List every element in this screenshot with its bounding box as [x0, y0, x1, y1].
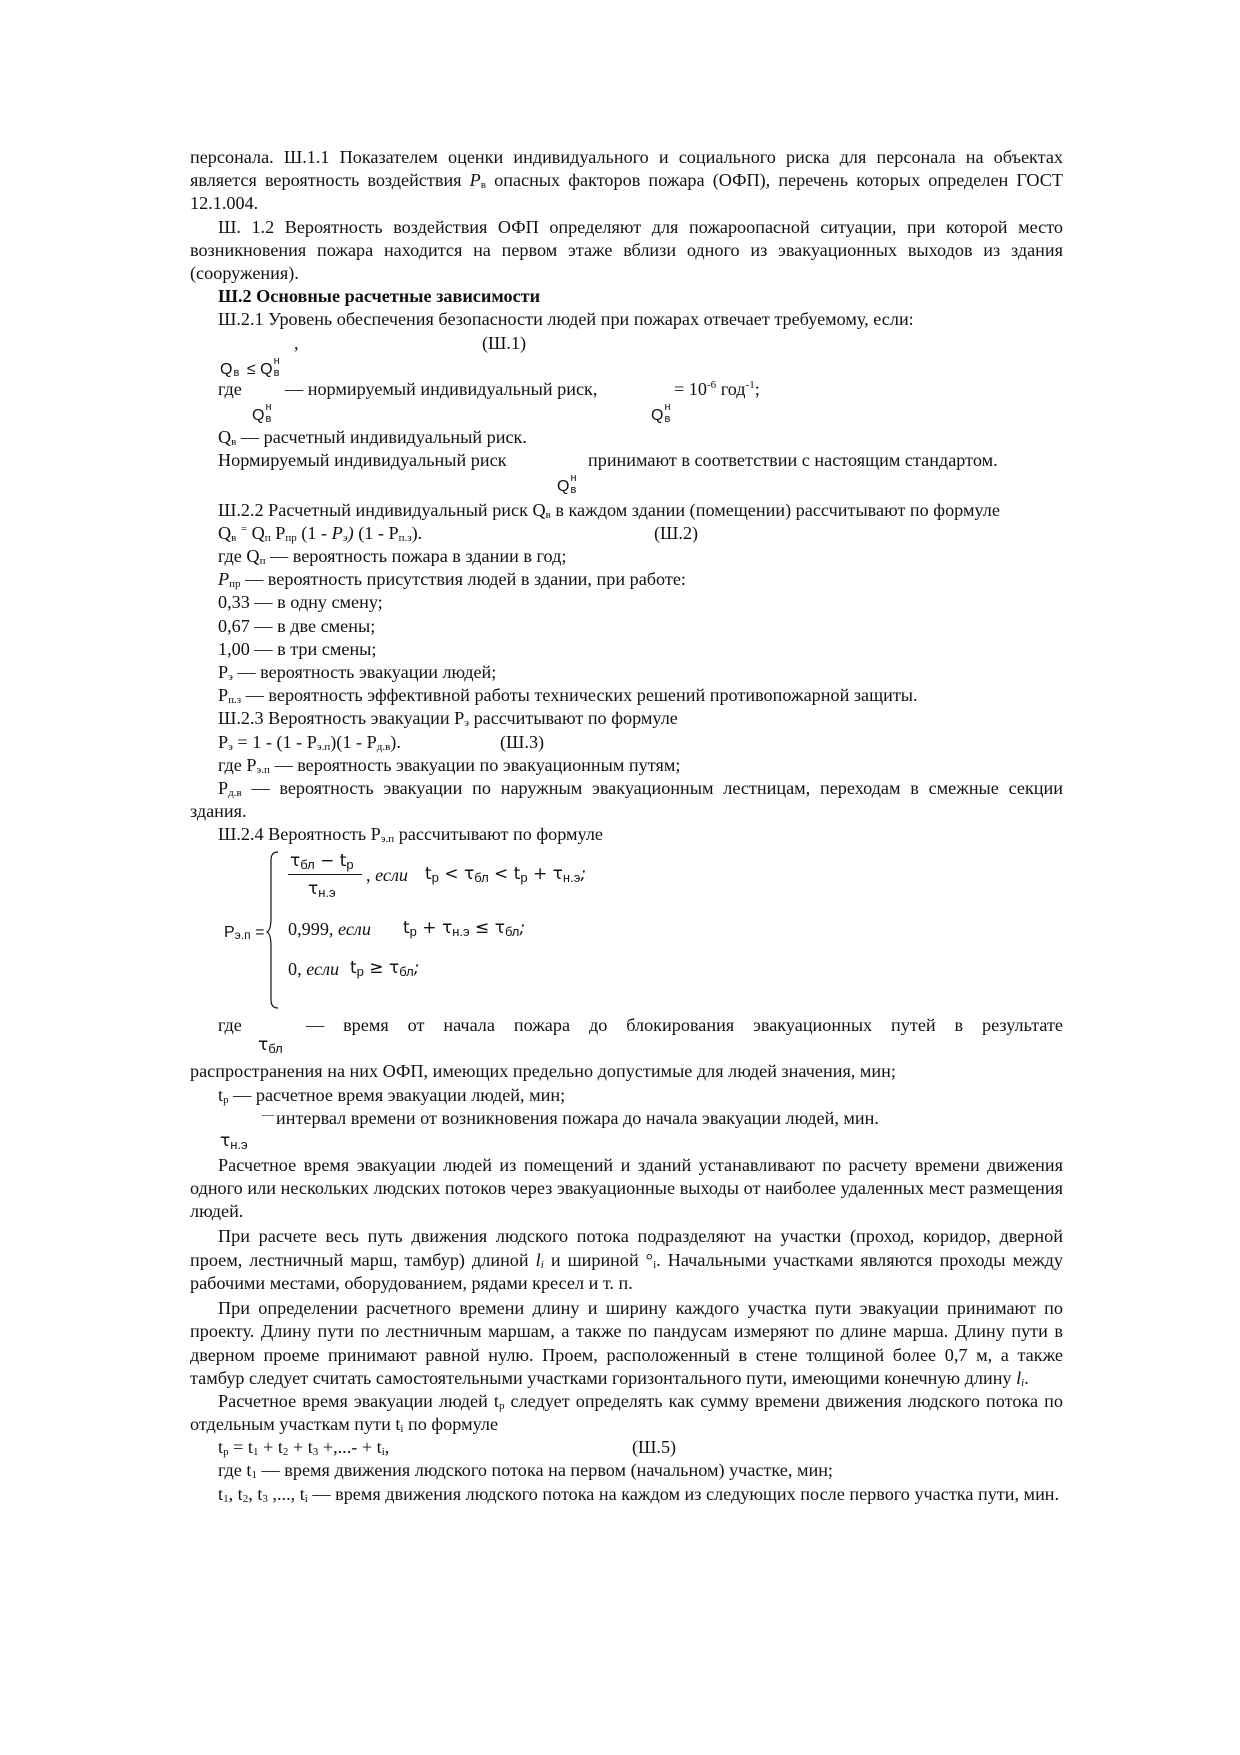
paragraph: Ш.2.3 Вероятность эвакуации $P_э$ рассчитывают по формуле	[218, 708, 678, 730]
paragraph: Ш.2.2 Расчетный индивидуальный риск $Q_в$ в каждом здании (помещении) рассчитывают по формуле	[218, 499, 1000, 521]
paragraph: При расчете весь путь движения людского потока подразделяют на участки (проход, коридор, дверной проем, лестничный марш, тамбур) длиной $l_i$ и шириной $^\circ_i$. Начальными участками являются проходы между рабочими местами, оборудованием, рядами кресел и т. п.	[190, 1226, 1064, 1293]
normative-risk-statement: Нормируемый индивидуальный риск принимают в соответствии с настоящим стандартом.	[218, 449, 998, 470]
paragraph: $t_1$, $t_2$, $t_3$ ,..., $t_i$ — время движения людского потока на каждом из следующих после первого участка пути, мин.	[218, 1483, 1060, 1505]
paragraph: Ш.2.1 Уровень обеспечения безопасности людей при пожарах отвечает требуемому, если:	[218, 309, 914, 330]
formula-sh3: $P_э = 1 - (1 - P_{э.п})(1 - P_{д.в})$. (Ш.3)	[218, 731, 545, 753]
formula-sh1: , (Ш.1)	[294, 332, 527, 353]
where-normative-risk: где — нормируемый индивидуальный риск, = $10^{-6}$ год$^{-1}$;	[218, 378, 760, 399]
normative-risk-symbol: Q н в	[557, 471, 577, 496]
formula-sh5: $t_р = t_1 + t_2 + t_3$ +,...- + $t_i$, (Ш.5)	[218, 1437, 677, 1459]
paragraph: $P_{п.з}$ — вероятность эффективной работы технических решений противопожарной защиты.	[218, 685, 918, 707]
paragraph: Расчетное время эвакуации людей из помещений и зданий устанавливают по расчету времени движения одного или нескольких людских потоков через эвакуационные выходы от наиболее удаленных мест размещения людей.	[190, 1154, 1063, 1222]
formula-sh1-expression: Q в ≤ Q н в	[220, 354, 280, 379]
formula-sh2: $Q_в$ = $Q_п$ $P_{пр}$ $(1 - P_э)$ $(1 - P_{п.з})$. (Ш.2)	[218, 523, 699, 545]
where-tau-ne: — интервал времени от возникновения пожара до начала эвакуации людей, мин.	[262, 1106, 879, 1128]
formula-sh4: $P_{э.п}$ = τбл − tр τн.э , если tр < τбл < tр + τн.э; 0,999, если tр + τн.э ≤ τбл; 0, если tр ≥ τбл;	[190, 846, 1063, 1014]
paragraph: $P_{д.в}$ — вероятность эвакуации по наружным эвакуационным лестницам, переходам в смежные секции здания.	[190, 777, 1064, 822]
paragraph: $t_р$ — расчетное время эвакуации людей, мин;	[218, 1084, 566, 1106]
where-normative-risk-symbols: Q н в Q н в	[252, 400, 671, 425]
list-item: 0,67 — в две смены;	[218, 615, 376, 636]
document-page	[190, 146, 1063, 1506]
paragraph: где $t_1$ — время движения людского потока на первом (начальном) участке, мин;	[218, 1460, 833, 1482]
where-tau-bl-symbol: τбл	[258, 1035, 283, 1057]
list-item: 1,00 — в три смены;	[218, 638, 377, 659]
paragraph: персонала. Ш.1.1 Показателем оценки индивидуального и социального риска для персонала на объектах является вероятность воздействия $P_в$ опасных факторов пожара (ОФП), перечень которых определен ГОСТ 12.1.004.	[190, 147, 1064, 214]
list-item: 0,33 — в одну смену;	[218, 592, 383, 613]
paragraph: где $P_{э.п}$ — вероятность эвакуации по эвакуационным путям;	[218, 754, 681, 776]
fraction-bar	[288, 874, 362, 875]
paragraph: Расчетное время эвакуации людей $t_р$ следует определять как сумму времени движения людского потока по отдельным участкам пути $t_i$ по формуле	[190, 1390, 1063, 1436]
paragraph: Ш. 1.2 Вероятность воздействия ОФП определяют для пожароопасной ситуации, при которой место возникновения пожара находится на первом этаже вблизи одного из эвакуационных выходов из здания (сооружения).	[190, 216, 1063, 284]
section-heading: Ш.2 Основные расчетные зависимости	[218, 286, 541, 307]
paragraph: распространения на них ОФП, имеющих предельно допустимые для людей значения, мин;	[190, 1061, 896, 1082]
paragraph: При определении расчетного времени длину и ширину каждого участка пути эвакуации принимают по проекту. Длину пути по лестничным маршам, а также по пандусам измеряют по длине марша. Длину пути в дверном проеме принимают равной нулю. Проем, расположенный в стене толщиной более 0,7 м, а также тамбур следует считать самостоятельными участками горизонтального пути, имеющими конечную длину $l_i$.	[190, 1298, 1063, 1389]
paragraph: где $Q_п$ — вероятность пожара в здании в год;	[218, 546, 567, 568]
paragraph: $P_э$ — вероятность эвакуации людей;	[218, 662, 497, 684]
paragraph: $Q_в$ — расчетный индивидуальный риск.	[218, 426, 527, 448]
paragraph: Ш.2.4 Вероятность $P_{э.п}$ рассчитывают по формуле	[218, 824, 603, 846]
paragraph: $P_{пр}$ — вероятность присутствия людей в здании, при работе:	[218, 569, 686, 591]
where-tau-ne-symbol: τн.э	[220, 1130, 248, 1152]
brace	[266, 850, 282, 1010]
where-tau-bl: где — время от начала пожара до блокирования эвакуационных путей в результате	[218, 1015, 1063, 1036]
